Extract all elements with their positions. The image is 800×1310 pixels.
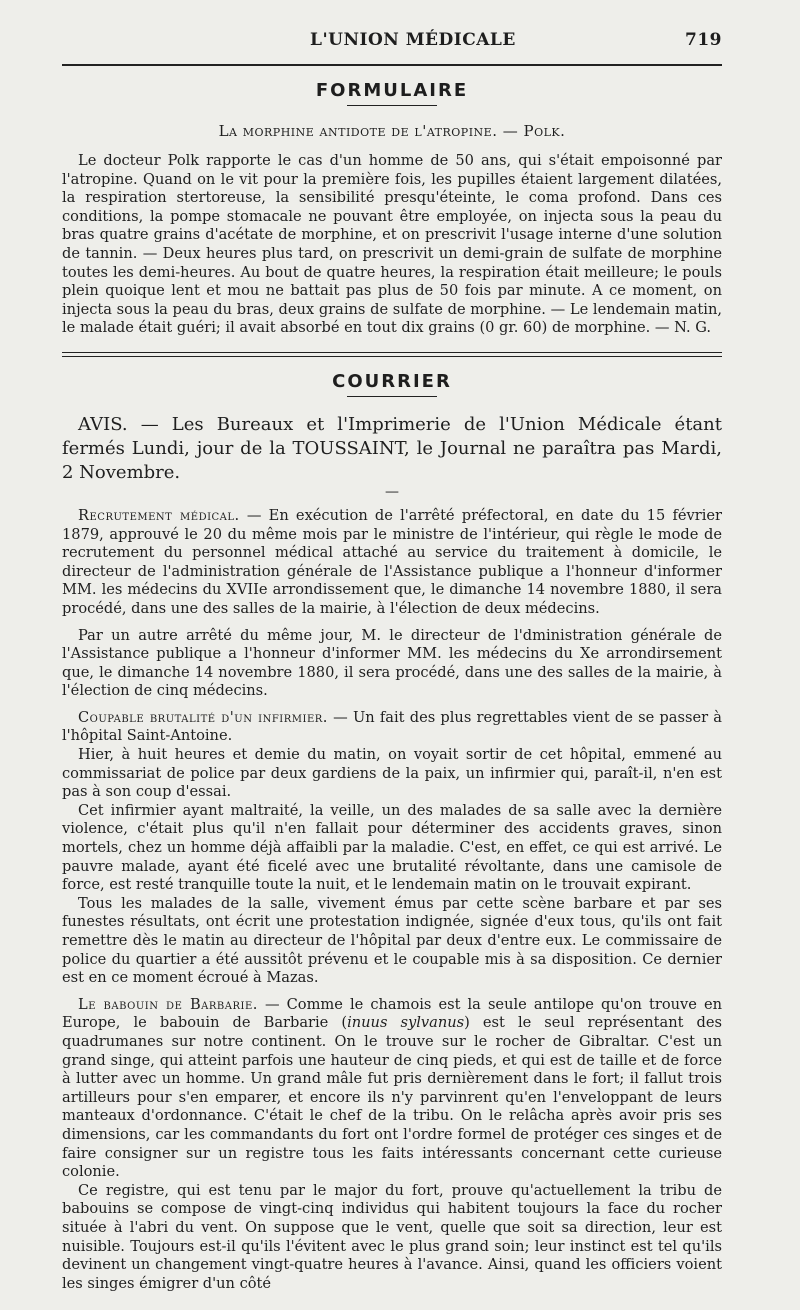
running-title: L'UNION MÉDICALE [310,30,516,50]
coupable-paragraph [62,709,722,746]
header-rule [62,64,722,66]
section-divider [62,352,722,357]
babouin-body-a: — Comme le chamois est la seule antilope qu'on trouve en Europe, le babouin de Barbarie ( [62,995,722,1032]
babouin-latin-name: inuus sylvanus [347,1014,465,1032]
recrutement-paragraph [62,507,722,619]
section-title-courrier: COURRIER [332,370,452,392]
section-underline [347,105,437,106]
coupable-paragraph-3: Cet infirmier ayant maltraité, la veille, un des malades de sa salle avec la dernière violence, c'était plus qu'il n'en fallait pour déterminer des accidents graves, sinon mortels, chez un homme déjà affaibli par la maladie. C'est, en effet, ce qui est arrivé. Le pauvre malade, ayant été ficelé avec une brutalité révoltante, dans une camisole de force, est resté tranquille toute la nuit, et le lendemain matin on le trouvait expirant. [62,801,722,894]
page-number: 719 [685,30,722,50]
babouin-lead: Le babouin de Barbarie. [78,995,258,1013]
babouin-paragraph-2: Ce registre, qui est tenu par le major du fort, prouve qu'actuellement la tribu de babouins se compose de vingt-cinq individus qui habitent toujours la face du rocher située à l'abri du vent. On suppose que le vent, quelle que soit sa direction, leur est nuisible. Toujours est-il qu'ils l'évitent avec le plus grand soin; leur instinct est tel qu'ils devinent un changement vingt-quatre heures à l'avance. Ainsi, quand les officiers voient les singes émigrer d'un côté [62,1181,722,1292]
separator-dash: — [385,483,399,500]
recrutement-lead: Recrutement médical. [78,506,240,524]
section-title-formulaire: FORMULAIRE [315,80,469,101]
coupable-body: — Un fait des plus regrettables vient de se passer à l'hôpital Saint-Antoine. [62,708,722,745]
section-underline [347,396,437,397]
babouin-paragraph [62,996,722,1182]
article-title: La morphine antidote de l'atropine. — Polk. [218,122,566,140]
coupable-paragraph-4: Tous les malades de la salle, vivement émus par cette scène barbare et par ses funestes résultats, ont écrit une protestation indignée, signée d'eux tous, qu'ils ont fait remettre dès le matin au directeur de l'hôpital par deux d'entre eux. Le commissaire de police du quartier a été aussitôt prévenu et le coupable mis à sa disposition. Ce dernier est en ce moment écroué à Mazas. [62,894,722,987]
coupable-lead: Coupable brutalité d'un infirmier. [78,708,328,726]
recrutement-paragraph-2: Par un autre arrêté du même jour, M. le directeur de l'dministration générale de l'Assistance publique a l'honneur d'informer MM. les médecins du Xe arrondirsement que, le dimanche 14 novembre 1880, il sera procédé, dans une des salles de la mairie, à l'élection de cinq médecins. [62,626,722,700]
avis-notice: AVIS. — Les Bureaux et l'Imprimerie de l'Union Médicale étant fermés Lundi, jour de la TOUSSAINT, le Journal ne paraîtra pas Mardi, 2 Novembre. [62,413,722,483]
article-body: Le docteur Polk rapporte le cas d'un homme de 50 ans, qui s'était empoisonné par l'atropine. Quand on le vit pour la première fois, les pupilles étaient largement dilatées, la respiration stertoreuse, la sensibilité presqu'éteinte, le coma profond. Dans ces conditions, la pompe stomacale ne pouvant être employée, on injecta sous la peau du bras quatre grains d'acétate de morphine, et on prescrivit l'usage interne d'une solution de tannin. — Deux heures plus tard, on prescrivit un demi-grain de sulfate de morphine toutes les demi-heures. Au bout de quatre heures, la respiration était meilleure; le pouls plein quoique lent et mou ne battait pas plus de 50 fois par minute. A ce moment, on injecta sous la peau du bras, deux grains de sulfate de morphine. — Le lendemain matin, le malade était guéri; il avait absorbé en tout dix grains (0 gr. 60) de morphine. — N. G. [62,152,722,337]
recrutement-body: — En exécution de l'arrêté préfectoral, en date du 15 février 1879, approuvé le 20 du même mois par le ministre de l'intérieur, qui règle le mode de recrutement du personnel médical attaché au service du traitement à domicile, le directeur de l'administration générale de l'Assistance publique a l'honneur d'informer MM. les médecins du XVIIe arrondissement que, le dimanche 14 novembre 1880, il sera procédé, dans une des salles de la mairie, à l'élection de deux médecins. [62,506,722,617]
running-header [62,30,722,50]
coupable-paragraph-2: Hier, à huit heures et demie du matin, on voyait sortir de cet hôpital, emmené au commissariat de police par deux gardiens de la paix, un infirmier qui, paraît-il, n'en est pas à son coup d'essai. [62,746,722,801]
babouin-body-b: ) est le seul représentant des quadrumanes sur notre continent. On le trouve sur le rocher de Gibraltar. C'est un grand singe, qui atteint parfois une hauteur de cinq pieds, et qui est de taille et de force à lutter avec un homme. Un grand mâle fut pris dernièrement dans le fort; il fallut trois artilleurs pour s'en emparer, et encore ils n'y parvinrent qu'en l'enveloppant de leurs manteaux d'ordonnance. C'était le chef de la tribu. On le relâcha après avoir pris ses dimensions, car les commandants du fort ont l'ordre formel de protéger ces singes et de faire consigner sur un registre tous les faits intéressants concernant cette curieuse colonie. [62,1014,723,1181]
